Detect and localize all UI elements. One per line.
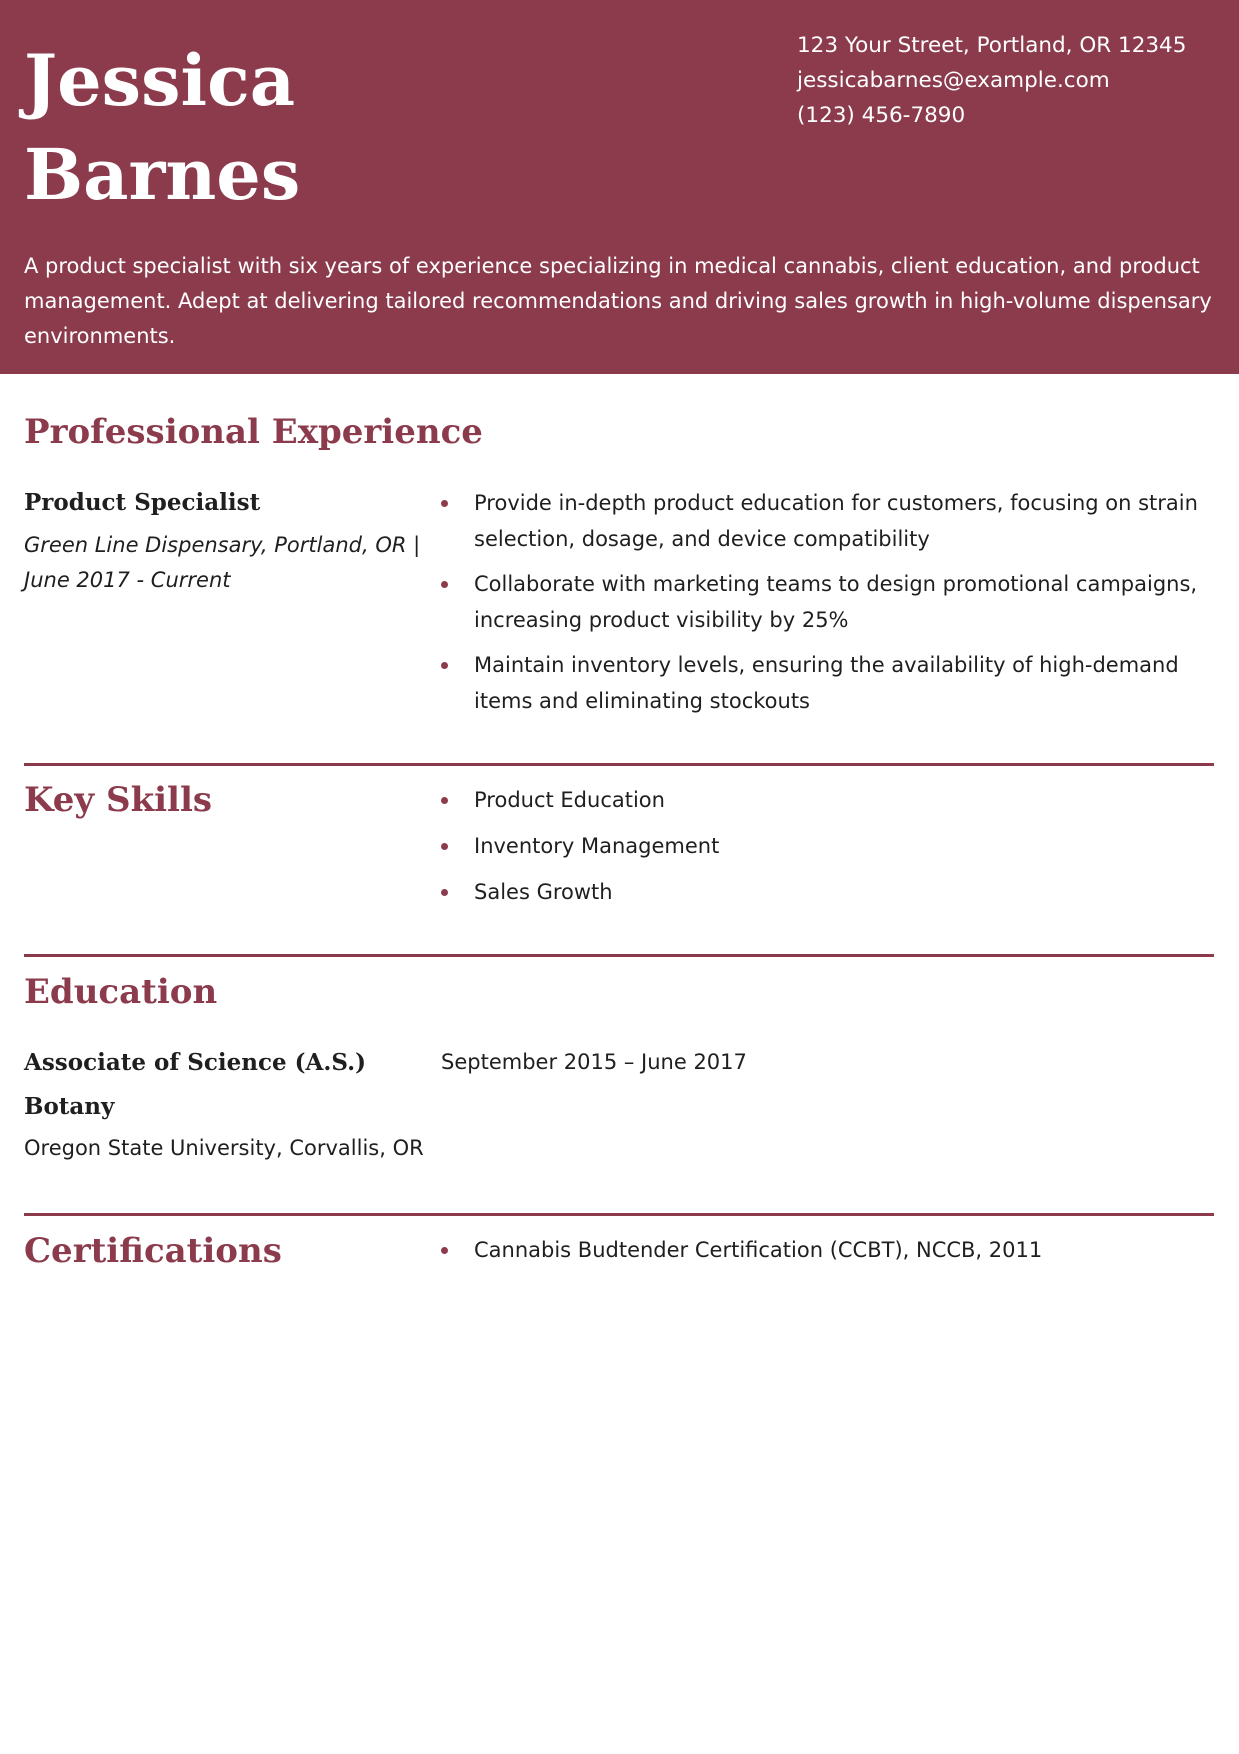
skill-text: Product Education [474, 788, 665, 812]
list-item [441, 566, 1221, 638]
bullet-text: Provide in-depth product education for customers, focusing on strain selection, dosage, and device compatibility [474, 491, 1198, 551]
bullet-icon [441, 843, 448, 850]
profile-summary: A product specialist with six years of experience specializing in medical cannabis, client education, and product management. Adept at delivering tailored recommendations and driving sales growth in high-volume dispensary environments. [24, 254, 1212, 348]
certification-text: Cannabis Budtender Certification (CCBT), NCCB, 2011 [474, 1238, 1043, 1262]
bullet-icon [441, 500, 448, 507]
job-meta: Green Line Dispensary, Portland, OR | June 2017 - Current [24, 533, 421, 592]
list-item [441, 782, 1221, 818]
last-name: Barnes [24, 133, 301, 216]
section-divider [24, 954, 1214, 957]
experience-section-title: Professional Experience [24, 412, 483, 452]
certifications-section-title: Certifications [24, 1231, 282, 1271]
section-divider [24, 763, 1214, 766]
education-major: Botany [24, 1093, 115, 1120]
contact-info [797, 28, 1186, 133]
list-item [441, 828, 1221, 864]
section-divider [24, 1213, 1214, 1216]
contact-email: jessicabarnes@example.com [797, 68, 1110, 93]
bullet-text: Maintain inventory levels, ensuring the availability of high-demand items and eliminating stockouts [474, 653, 1179, 713]
education-section-title: Education [24, 972, 218, 1012]
list-item [441, 1232, 1221, 1268]
skills-list [441, 782, 1221, 910]
bullet-text: Collaborate with marketing teams to design promotional campaigns, increasing product visibility by 25% [474, 572, 1198, 632]
bullet-icon [441, 889, 448, 896]
bullet-icon [441, 662, 448, 669]
resume-header [0, 0, 1239, 374]
contact-address: 123 Your Street, Portland, OR 12345 [797, 33, 1187, 58]
education-school: Oregon State University, Corvallis, OR [24, 1136, 424, 1160]
education-degree: Associate of Science (A.S.) [24, 1049, 367, 1076]
first-name: Jessica [24, 39, 296, 122]
list-item [441, 874, 1221, 910]
bullet-icon [441, 797, 448, 804]
certifications-list [441, 1232, 1221, 1268]
job-bullet-list [441, 485, 1221, 719]
list-item [441, 485, 1221, 557]
contact-phone: (123) 456-7890 [797, 103, 966, 128]
candidate-name [24, 34, 624, 222]
skills-section-title: Key Skills [24, 780, 213, 820]
job-position: Product Specialist [24, 489, 261, 516]
list-item [441, 647, 1221, 719]
skill-text: Inventory Management [474, 834, 720, 858]
bullet-icon [441, 1247, 448, 1254]
skill-text: Sales Growth [474, 880, 613, 904]
education-dates: September 2015 – June 2017 [441, 1050, 747, 1074]
bullet-icon [441, 581, 448, 588]
